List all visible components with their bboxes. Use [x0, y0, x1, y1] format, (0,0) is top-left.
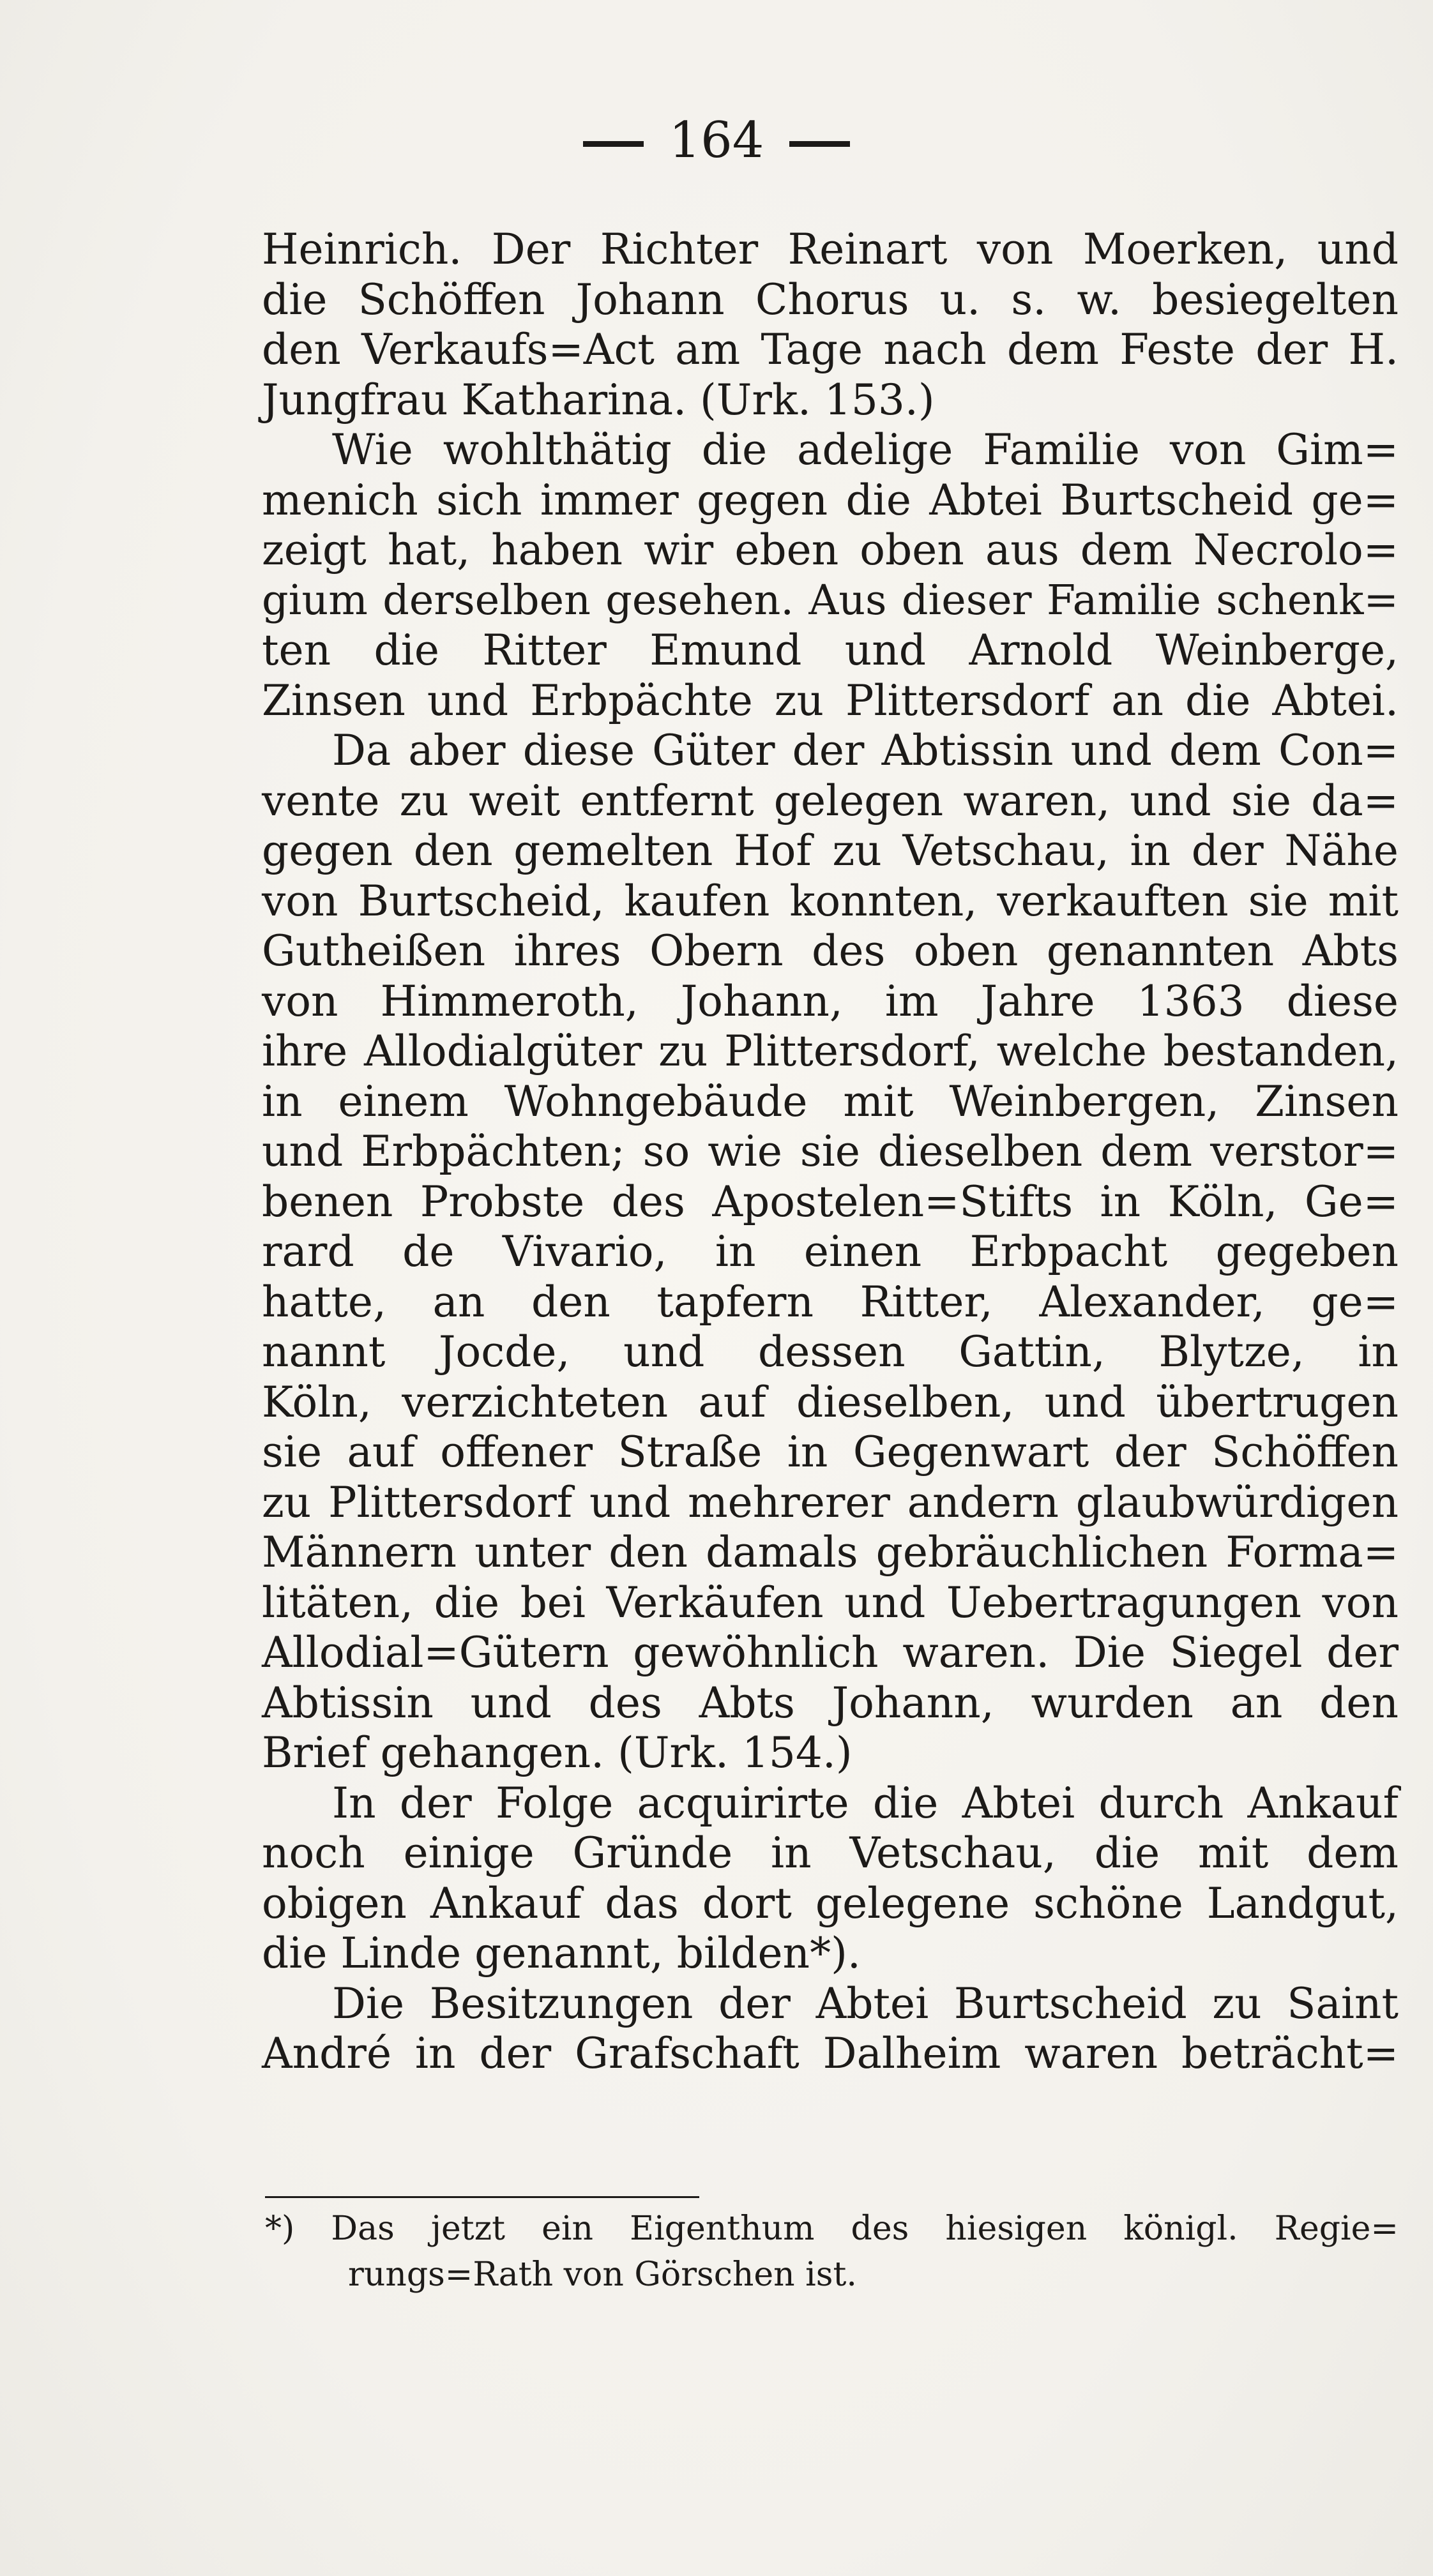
text-line: hatte, an den tapfern Ritter, Alexander, ge=	[262, 1277, 1399, 1327]
text-line: gegen den gemelten Hof zu Vetschau, in der Nähe	[262, 826, 1399, 875]
text-line: Da aber diese Güter der Abtissin und dem Con=	[332, 726, 1399, 775]
text-line: In der Folge acquirirte die Abtei durch Ankauf	[332, 1778, 1399, 1828]
body-text	[262, 225, 1399, 2079]
text-line: sie auf offener Straße in Gegenwart der Schöffen	[262, 1427, 1399, 1477]
text-line: noch einige Gründe in Vetschau, die mit dem	[262, 1828, 1399, 1878]
text-line: nannt Jocde, und dessen Gattin, Blytze, in	[262, 1327, 1399, 1376]
page-number-header	[0, 112, 1433, 169]
text-line: benen Probste des Apostelen=Stifts in Köln, Ge=	[262, 1177, 1399, 1226]
footnote-line: rungs=Rath von Görschen ist.	[348, 2256, 857, 2294]
text-line: Männern unter den damals gebräuchlichen Forma=	[262, 1528, 1399, 1577]
text-line: zeigt hat, haben wir eben oben aus dem Necrolo=	[262, 525, 1399, 575]
page-number: 164	[669, 112, 764, 169]
right-dash	[789, 141, 850, 147]
text-line: den Verkaufs=Act am Tage nach dem Feste der H.	[262, 325, 1399, 374]
text-line: ihre Allodialgüter zu Plittersdorf, welche bestanden,	[262, 1027, 1399, 1076]
text-line: Heinrich. Der Richter Reinart von Moerken, und	[262, 225, 1399, 274]
footnote	[265, 2206, 1399, 2298]
text-line: Gutheißen ihres Obern des oben genannten Abts	[262, 926, 1399, 975]
text-line: Allodial=Gütern gewöhnlich waren. Die Siegel der	[262, 1628, 1399, 1677]
text-line: zu Plittersdorf und mehrerer andern glaubwürdigen	[262, 1477, 1399, 1527]
text-line: Köln, verzichteten auf dieselben, und übertrugen	[262, 1377, 1399, 1427]
text-line: und Erbpächten; so wie sie dieselben dem verstor=	[262, 1127, 1399, 1176]
text-line: menich sich immer gegen die Abtei Burtscheid ge=	[262, 475, 1399, 525]
text-line: litäten, die bei Verkäufen und Uebertragungen von	[262, 1578, 1399, 1627]
text-line: ten die Ritter Emund und Arnold Weinberge,	[262, 626, 1399, 675]
text-line: Die Besitzungen der Abtei Burtscheid zu Saint	[332, 1978, 1399, 2028]
text-line: die Schöffen Johann Chorus u. s. w. besiegelten	[262, 275, 1399, 324]
text-line: Jungfrau Katharina. (Urk. 153.)	[262, 375, 935, 425]
left-dash	[583, 141, 644, 147]
text-line: gium derselben gesehen. Aus dieser Familie schenk=	[262, 576, 1399, 624]
text-line: Brief gehangen. (Urk. 154.)	[262, 1728, 853, 1777]
text-line: von Burtscheid, kaufen konnten, verkauften sie mit	[262, 876, 1399, 926]
text-line: André in der Grafschaft Dalheim waren beträcht=	[262, 2029, 1399, 2078]
text-line: Wie wohlthätig die adelige Familie von Gim=	[332, 425, 1399, 474]
text-line: von Himmeroth, Johann, im Jahre 1363 diese	[262, 976, 1399, 1026]
text-line: rard de Vivario, in einen Erbpacht gegeben	[262, 1227, 1399, 1276]
footnote-rule	[265, 2196, 699, 2198]
text-line: Zinsen und Erbpächte zu Plittersdorf an die Abtei.	[262, 675, 1399, 725]
text-line: obigen Ankauf das dort gelegene schöne Landgut,	[262, 1878, 1399, 1928]
text-line: Abtissin und des Abts Johann, wurden an den	[262, 1678, 1399, 1728]
text-line: die Linde genannt, bilden*).	[262, 1929, 861, 1978]
text-line: in einem Wohngebäude mit Weinbergen, Zinsen	[262, 1076, 1399, 1126]
footnote-line: *) Das jetzt ein Eigenthum des hiesigen königl. Regie=	[265, 2210, 1399, 2248]
text-line: vente zu weit entfernt gelegen waren, und sie da=	[262, 776, 1399, 825]
